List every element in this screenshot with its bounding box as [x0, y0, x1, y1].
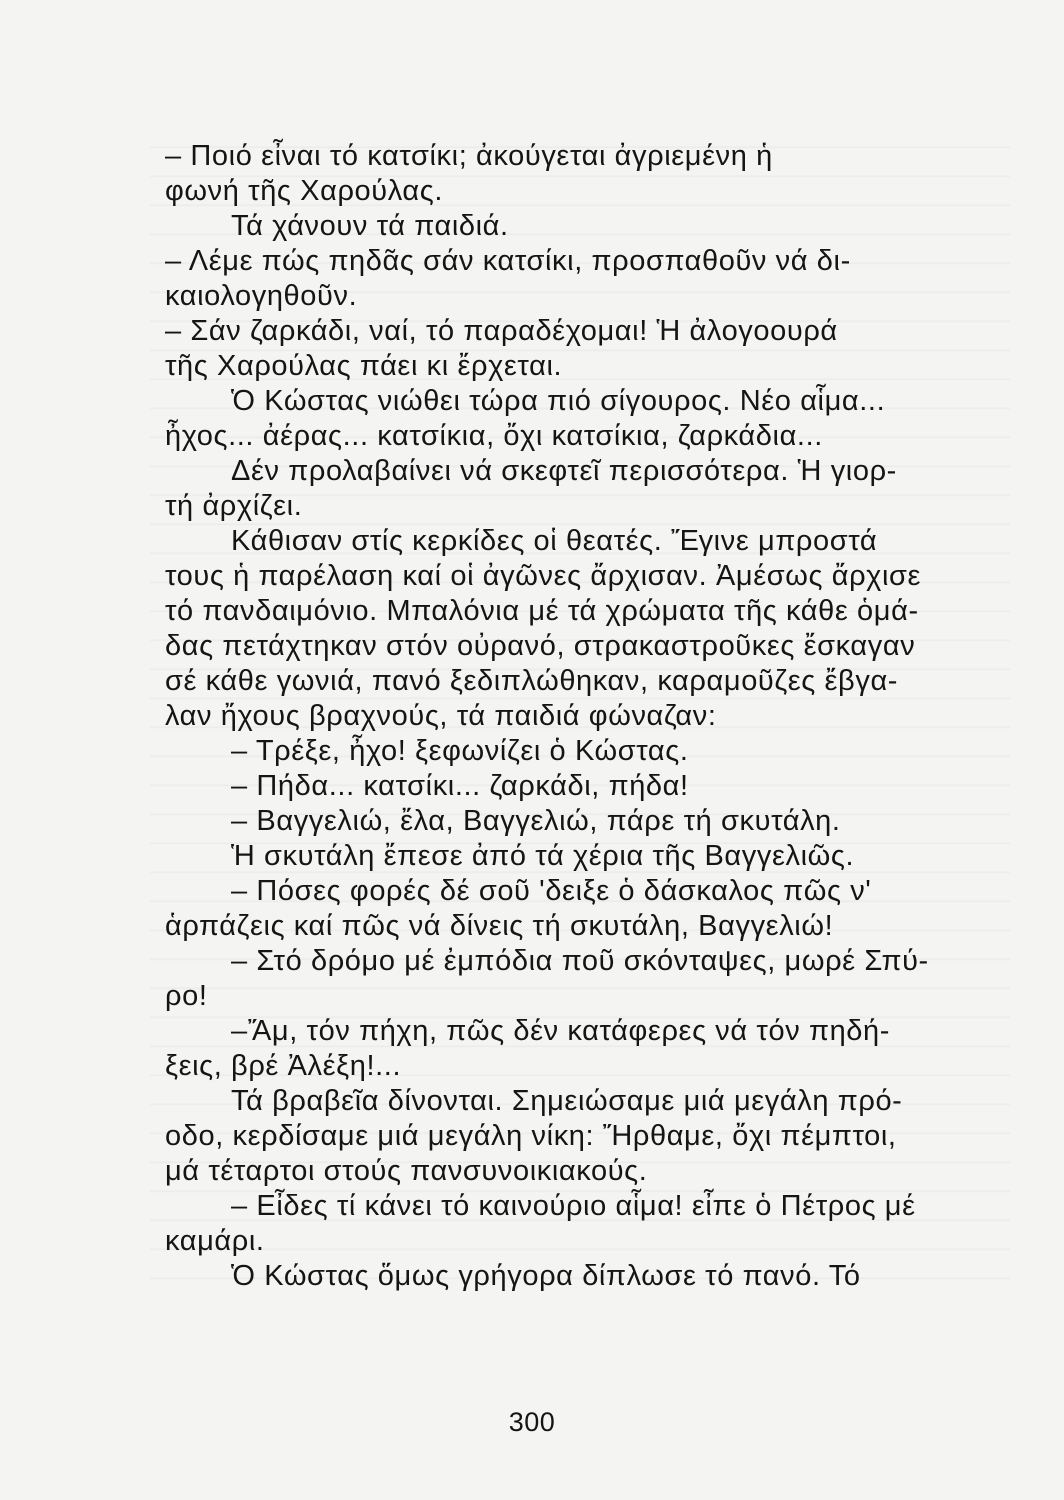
text-line: Ὁ Κώστας νιώθει τώρα πιό σίγουρος. Νέο αἷμα... [231, 385, 886, 417]
text-line: Τά βραβεῖα δίνονται. Σημειώσαμε μιά μεγάλη πρό- [231, 1085, 903, 1117]
text-line: σέ κάθε γωνιά, πανό ξεδιπλώθηκαν, καραμοῦζες ἔβγα- [165, 665, 899, 697]
text-line: – Πόσες φορές δέ σοῦ 'δειξε ὁ δάσκαλος πῶς ν' [231, 875, 872, 907]
text-line: δας πετάχτηκαν στόν οὐρανό, στρακαστροῦκες ἔσκαγαν [165, 630, 916, 662]
text-line: Δέν προλαβαίνει νά σκεφτεῖ περισσότερα. Ἡ γιορ- [231, 455, 897, 487]
text-line: λαν ἤχους βραχνούς, τά παιδιά φώναζαν: [165, 700, 717, 732]
text-line: οδο, κερδίσαμε μιά μεγάλη νίκη: Ἤρθαμε, ὄχι πέμπτοι, [165, 1120, 897, 1152]
text-line: τή ἀρχίζει. [165, 490, 303, 522]
text-line: – Σάν ζαρκάδι, ναί, τό παραδέχομαι! Ἡ ἀλογοουρά [165, 315, 838, 347]
text-line: Τά χάνουν τά παιδιά. [231, 210, 509, 242]
text-line: φωνή τῆς Χαρούλας. [165, 175, 444, 207]
text-line: ξεις, βρέ Ἀλέξη!... [165, 1050, 402, 1082]
text-line: – Τρέξε, ἦχο! ξεφωνίζει ὁ Κώστας. [231, 735, 689, 767]
text-line: καμάρι. [165, 1225, 265, 1257]
page-number: 300 [508, 1407, 556, 1437]
text-line: ρο! [165, 980, 208, 1012]
text-line: Ἡ σκυτάλη ἔπεσε ἀπό τά χέρια τῆς Βαγγελιῶς. [231, 840, 855, 872]
text-line: μά τέταρτοι στούς πανσυνοικιακούς. [165, 1155, 648, 1187]
text-line: καιολογηθοῦν. [165, 280, 358, 312]
text-line: – Βαγγελιώ, ἔλα, Βαγγελιώ, πάρε τή σκυτάλη. [231, 805, 841, 837]
text-line: – Ποιό εἶναι τό κατσίκι; ἀκούγεται ἀγριεμένη ἡ [165, 140, 773, 172]
text-line: – Πήδα... κατσίκι... ζαρκάδι, πήδα! [231, 770, 689, 802]
text-line: –Ἄμ, τόν πήχη, πῶς δέν κατάφερες νά τόν πηδή- [231, 1015, 891, 1047]
text-line: τῆς Χαρούλας πάει κι ἔρχεται. [165, 350, 563, 382]
text-line: τους ἡ παρέλαση καί οἱ ἀγῶνες ἄρχισαν. Ἀμέσως ἄρχισε [165, 560, 922, 592]
text-line: ἁρπάζεις καί πῶς νά δίνεις τή σκυτάλη, Βαγγελιώ! [165, 910, 834, 942]
text-line: Κάθισαν στίς κερκίδες οἱ θεατές. Ἔγινε μπροστά [231, 525, 878, 557]
text-line: ἦχος... ἀέρας... κατσίκια, ὄχι κατσίκια, ζαρκάδια... [165, 420, 823, 452]
text-line: Ὁ Κώστας ὅμως γρήγορα δίπλωσε τό πανό. Τό [231, 1260, 861, 1292]
text-line: – Εἶδες τί κάνει τό καινούριο αἷμα! εἶπε ὁ Πέτρος μέ [231, 1190, 916, 1222]
body-text [165, 139, 987, 1294]
text-line: – Λέμε πώς πηδᾶς σάν κατσίκι, προσπαθοῦν νά δι- [165, 245, 851, 277]
text-line: τό πανδαιμόνιο. Μπαλόνια μέ τά χρώματα τῆς κάθε ὁμά- [165, 595, 919, 627]
text-line: – Στό δρόμο μέ ἐμπόδια ποῦ σκόνταψες, μωρέ Σπύ- [231, 945, 929, 977]
